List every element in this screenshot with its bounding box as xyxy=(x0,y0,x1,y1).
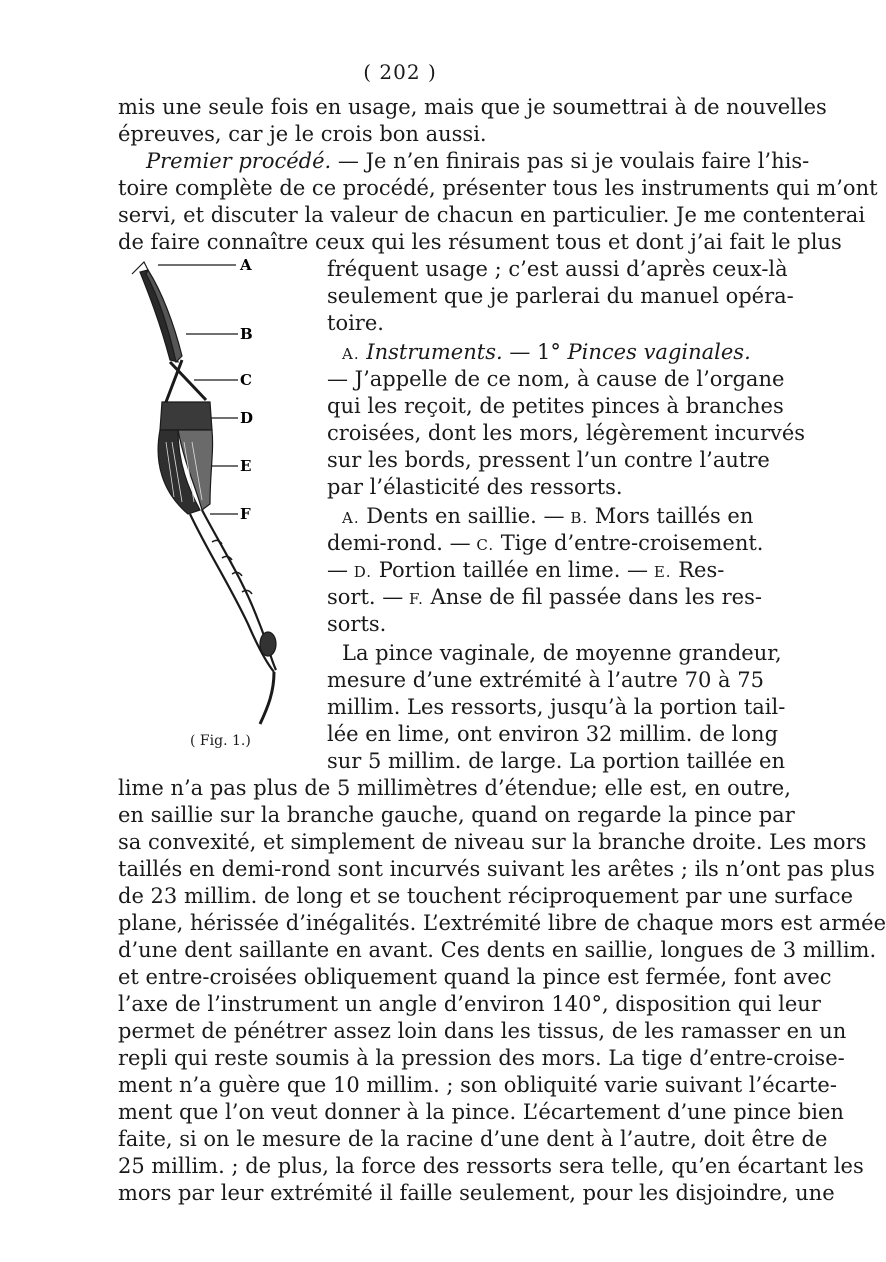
legend-line: demi-rond. — C. Tige d’entre-croisement. xyxy=(327,531,764,555)
text-line: croisées, dont les mors, légèrement incurvés xyxy=(327,421,806,445)
page-number: ( 202 ) xyxy=(363,60,437,84)
text-line: Premier procédé. — Je n’en finirais pas si je voulais faire l’his- xyxy=(146,149,810,173)
text-line: taillés en demi-rond sont incurvés suivant les arêtes ; ils n’ont pas plus xyxy=(118,857,875,881)
text-line: La pince vaginale, de moyenne grandeur, xyxy=(342,641,782,665)
file-portion xyxy=(160,402,212,430)
text-line: servi, et discuter la valeur de chacun en particulier. Je me contenterai xyxy=(118,203,866,227)
text-line: l’axe de l’instrument un angle d’environ 140°, disposition qui leur xyxy=(118,992,821,1016)
text-line: millim. Les ressorts, jusqu’à la portion tail- xyxy=(327,695,786,719)
forceps-illustration xyxy=(118,252,318,752)
text-line: sur 5 millim. de large. La portion taillée en xyxy=(327,749,785,773)
text-line: de faire connaître ceux qui les résument tous et dont j’ai fait le plus xyxy=(118,230,842,254)
figure-label-b: B xyxy=(240,325,253,343)
crossing-stem xyxy=(166,360,206,402)
text-line: sa convexité, et simplement de niveau sur la branche droite. Les mors xyxy=(118,830,867,854)
figure-label-c: C xyxy=(240,371,252,389)
text-line: de 23 millim. de long et se touchent réciproquement par une surface xyxy=(118,884,854,908)
text-line: plane, hérissée d’inégalités. L’extrémité libre de chaque mors est armée xyxy=(118,911,886,935)
thread-knot xyxy=(260,632,276,656)
text-line: ment que l’on veut donner à la pince. L’écartement d’une pince bien xyxy=(118,1100,844,1124)
text-line: sur les bords, pressent l’un contre l’autre xyxy=(327,448,770,472)
text-line: repli qui reste soumis à la pression des mors. La tige d’entre-croise- xyxy=(118,1046,845,1070)
text-line: qui les reçoit, de petites pinces à branches xyxy=(327,394,784,418)
text-line: ment n’a guère que 10 millim. ; son obliquité varie suivant l’écarte- xyxy=(118,1073,837,1097)
text-line: permet de pénétrer assez loin dans les tissus, de les ramasser en un xyxy=(118,1019,847,1043)
jaw-right xyxy=(146,270,182,362)
text-line: 25 millim. ; de plus, la force des ressorts sera telle, qu’en écartant les xyxy=(118,1154,864,1178)
forceps-drawing xyxy=(118,252,318,752)
text-line: fréquent usage ; c’est aussi d’après ceux-là xyxy=(327,257,788,281)
text-line: A. Instruments. — 1° Pinces vaginales. xyxy=(342,340,751,364)
figure-caption: ( Fig. 1.) xyxy=(190,733,251,749)
text-line: d’une dent saillante en avant. Ces dents en saillie, longues de 3 millim. xyxy=(118,938,877,962)
text-line: faite, si on le mesure de la racine d’une dent à l’autre, doit être de xyxy=(118,1127,828,1151)
figure-label-a: A xyxy=(240,256,252,274)
text-line: lime n’a pas plus de 5 millimètres d’étendue; elle est, en outre, xyxy=(118,776,791,800)
text-line: seulement que je parlerai du manuel opéra- xyxy=(327,284,794,308)
text-line: épreuves, car je le crois bon aussi. xyxy=(118,122,487,146)
text-line: lée en lime, ont environ 32 millim. de long xyxy=(327,722,779,746)
text-line: — J’appelle de ce nom, à cause de l’organe xyxy=(327,367,785,391)
figure-label-e: E xyxy=(240,457,252,475)
text-line: mis une seule fois en usage, mais que je soumettrai à de nouvelles xyxy=(118,95,827,119)
section-heading: Premier procédé. xyxy=(146,149,332,173)
thread-tail xyxy=(260,672,274,724)
figure-label-f: F xyxy=(240,505,251,523)
text-line: toire. xyxy=(327,311,384,335)
text-line: et entre-croisées obliquement quand la pince est fermée, font avec xyxy=(118,965,832,989)
legend-line: sort. — F. Anse de fil passée dans les res- xyxy=(327,585,762,609)
legend-line: sorts. xyxy=(327,612,387,636)
text-line: mors par leur extrémité il faille seulement, pour les disjoindre, une xyxy=(118,1181,835,1205)
text-line: en saillie sur la branche gauche, quand on regarde la pince par xyxy=(118,803,795,827)
legend-line: — D. Portion taillée en lime. — E. Res- xyxy=(327,558,725,582)
text-line: toire complète de ce procédé, présenter tous les instruments qui m’ont xyxy=(118,176,878,200)
legend-line: A. Dents en saillie. — B. Mors taillés en xyxy=(342,504,754,528)
text-line: par l’élasticité des ressorts. xyxy=(327,475,623,499)
figure-label-d: D xyxy=(240,409,254,427)
text-line: mesure d’une extrémité à l’autre 70 à 75 xyxy=(327,668,764,692)
